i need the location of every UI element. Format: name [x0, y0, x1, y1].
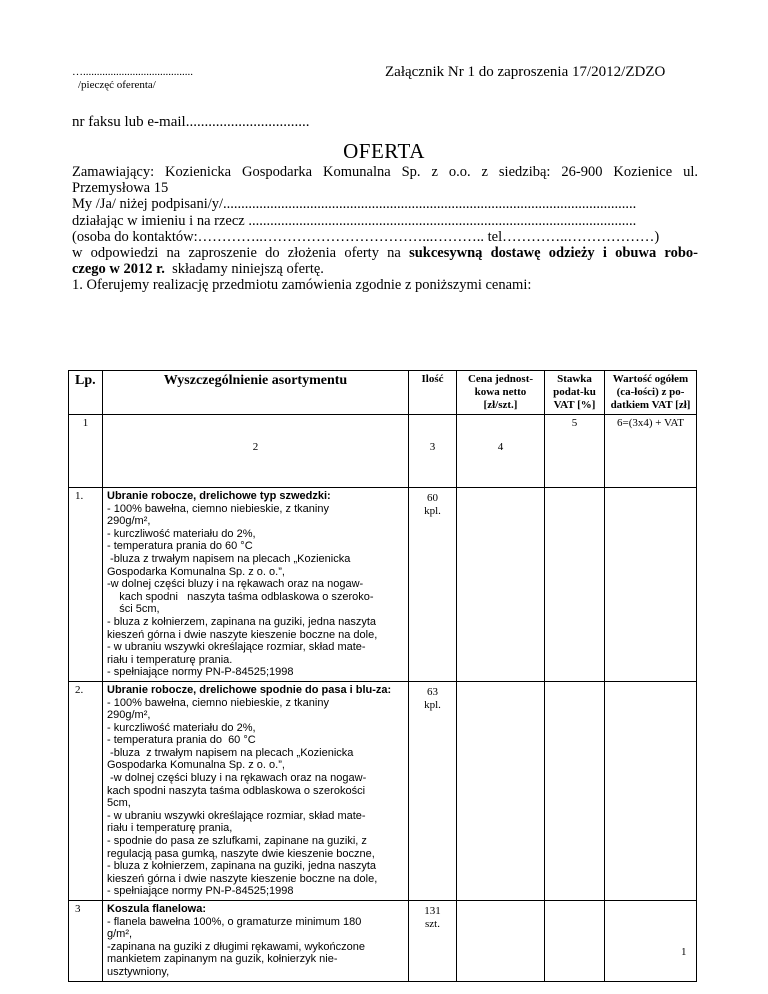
row-item-desc-line: -bluza z trwałym napisem na plecach „Kozienicka	[107, 552, 351, 565]
row-item-desc-line: - 100% bawełna, ciemno niebieskie, z tkaniny	[107, 502, 329, 515]
row-qty	[409, 681, 457, 900]
stamp-block	[72, 66, 193, 92]
table-row	[69, 681, 697, 900]
row-item-desc-line: kach spodni naszyta taśma odblaskowa o szeroko-	[107, 590, 374, 603]
row-item-desc	[107, 503, 404, 679]
header-unit-price: Cena jednost-kowa netto [zł/szt.]	[457, 371, 545, 415]
column-number: 3	[409, 415, 457, 488]
row-item-desc-line: - bluza z kołnierzem, zapinana na guziki, jedna naszyta	[107, 615, 377, 628]
row-item-desc-line: - w ubraniu wszywki określające rozmiar, skład mate-	[107, 809, 366, 822]
row-item-desc-line: Gospodarka Komunalna Sp. z o. o.”,	[107, 759, 285, 772]
intro-line-5: (osoba do kontaktów:…………..……………………………...……….. tel…………..………………)	[72, 228, 660, 245]
intro-line-6-bold: sukcesywną dostawę odzieży i obuwa robo-	[409, 245, 698, 262]
row-item-desc-line: kach spodni naszyta taśma odblaskowa o szerokości	[107, 784, 366, 797]
row-description	[103, 901, 409, 982]
intro-line-6	[72, 245, 698, 261]
row-item-desc-line: - flanela bawełna 100%, o gramaturze minimum 180	[107, 915, 362, 928]
intro-line-1: Zamawiający: Kozienicka Gospodarka Komunalna Sp. z o.o. z siedzibą: 26-900 Kozienice ul.	[72, 164, 698, 180]
table-row	[69, 488, 697, 682]
row-item-name: Koszula flanelowa:	[107, 903, 207, 915]
intro-line-6-plain: w odpowiedzi na zaproszenie do złożenia oferty na	[72, 245, 410, 262]
row-vat-cell[interactable]	[545, 488, 605, 682]
row-item-desc-line: - spełniające normy PN-P-84525;1998	[107, 666, 294, 679]
row-item-desc-line: 5cm,	[107, 797, 131, 810]
row-item-desc-line: - w ubraniu wszywki określające rozmiar, skład mate-	[107, 641, 366, 654]
row-item-desc-line: -w dolnej części bluzy i na rękawach oraz na nogaw-	[107, 772, 367, 785]
row-item-desc-line: g/m²,	[107, 928, 136, 941]
column-number-row	[69, 415, 697, 488]
row-qty	[409, 901, 457, 982]
row-item-desc-line: 290g/m²,	[107, 709, 151, 722]
row-qty	[409, 488, 457, 682]
row-item-desc-line: - kurczliwość materiału do 2%,	[107, 527, 256, 540]
intro-line-7-plain: składamy niniejszą ofertę.	[164, 261, 324, 278]
row-item-desc-line: - spodnie do pasa ze szlufkami, zapinane na guziki, z	[107, 835, 367, 848]
row-qty-unit: kpl.	[424, 698, 441, 711]
row-item-desc-line: ści 5cm,	[107, 603, 160, 616]
offer-table	[68, 370, 697, 982]
intro-line-2: Przemysłowa 15	[72, 180, 169, 197]
row-item-desc-line: kieszeń górna i dwie naszyte kieszenie boczne na dole,	[107, 872, 378, 885]
stamp-label: /pieczęć oferenta/	[78, 79, 156, 91]
row-vat-cell[interactable]	[545, 901, 605, 982]
row-item-desc	[107, 697, 404, 899]
header-total: Wartość ogółem (ca-łości) z po-datkiem VAT [zł]	[605, 371, 697, 415]
row-item-desc-line: usztywniony,	[107, 965, 170, 978]
header-vat-rate: Stawka podat-ku VAT [%]	[545, 371, 605, 415]
row-qty-value: 131	[424, 905, 441, 917]
row-item-desc-line: - 100% bawełna, ciemno niebieskie, z tkaniny	[107, 696, 329, 709]
row-item-desc-line: -bluza z trwałym napisem na plecach „Kozienicka	[107, 746, 354, 759]
intro-text	[72, 164, 698, 294]
intro-line-7	[72, 261, 698, 277]
page-number: 1	[681, 946, 687, 958]
row-item-desc-line: kieszeń górna i dwie naszyte kieszenie boczne na dole,	[107, 628, 378, 641]
row-qty-value: 60	[427, 492, 438, 504]
row-item-name: Ubranie robocze, drelichowe spodnie do pasa i blu-za:	[107, 683, 392, 696]
row-item-name: Ubranie robocze, drelichowe typ szwedzki:	[107, 490, 331, 502]
header-item: Wyszczególnienie asortymentu	[103, 371, 409, 415]
column-number: 6=(3x4) + VAT	[605, 415, 697, 488]
header-lp: Lp.	[69, 371, 103, 415]
row-lp: 1.	[69, 488, 103, 682]
row-item-desc-line: - kurczliwość materiału do 2%,	[107, 721, 256, 734]
row-unit-price-cell[interactable]	[457, 488, 545, 682]
row-item-desc-line: - spełniające normy PN-P-84525;1998	[107, 885, 294, 898]
row-lp: 2.	[69, 681, 103, 900]
row-item-desc-line: regulacją pasa gumką, naszyte dwie kieszenie boczne,	[107, 847, 375, 860]
row-item-desc-line: - temperatura prania do 60 °C	[107, 540, 253, 553]
column-number: 2	[103, 415, 409, 488]
row-qty-unit: szt.	[425, 917, 440, 930]
column-number: 5	[545, 415, 605, 488]
row-item-desc	[107, 916, 404, 979]
row-item-desc-line: 290g/m²,	[107, 515, 154, 528]
row-qty-unit: kpl.	[424, 504, 441, 517]
row-unit-price-cell[interactable]	[457, 681, 545, 900]
row-item-desc-line: Gospodarka Komunalna Sp. z o. o.”,	[107, 565, 285, 578]
intro-line-4: działając w imieniu i na rzecz ...........................................................................................................	[72, 212, 637, 229]
row-description	[103, 488, 409, 682]
intro-line-7-bold: czego w 2012 r.	[72, 261, 165, 278]
row-unit-price-cell[interactable]	[457, 901, 545, 982]
intro-line-3: My /Ja/ niżej podpisani/y/..................................................................................................................	[72, 196, 637, 213]
row-item-desc-line: -zapinana na guziki z długimi rękawami, wykończone	[107, 940, 366, 953]
table-header-row	[69, 371, 697, 415]
row-item-desc-line: - temperatura prania do 60 °C	[107, 734, 256, 747]
table-row	[69, 901, 697, 982]
row-total-cell[interactable]	[605, 681, 697, 900]
row-qty-value: 63	[427, 685, 438, 698]
row-vat-cell[interactable]	[545, 681, 605, 900]
column-number: 4	[457, 415, 545, 488]
fax-email-line: nr faksu lub e-mail.................................	[72, 114, 310, 130]
header-qty: Ilość	[409, 371, 457, 415]
row-total-cell[interactable]	[605, 901, 697, 982]
stamp-dots: …........................................	[72, 66, 193, 78]
row-item-desc-line: -w dolnej części bluzy i na rękawach oraz na nogaw-	[107, 578, 364, 591]
row-description	[103, 681, 409, 900]
row-total-cell[interactable]	[605, 488, 697, 682]
intro-line-8: 1. Oferujemy realizację przedmiotu zamówienia zgodnie z poniższymi cenami:	[72, 277, 532, 294]
column-number: 1	[69, 415, 103, 488]
row-item-desc-line: riału i temperaturę prania.	[107, 653, 233, 666]
attachment-label: Załącznik Nr 1 do zaproszenia 17/2012/ZDZO	[385, 64, 666, 80]
row-item-desc-line: mankietem zapinanym na guzik, kołnierzyk nie-	[107, 953, 338, 966]
row-item-desc-line: riału i temperaturę prania,	[107, 822, 233, 835]
row-item-desc-line: - bluza z kołnierzem, zapinana na guziki, jedna naszyta	[107, 860, 377, 873]
document-title: OFERTA	[343, 139, 425, 163]
row-lp: 3	[69, 901, 103, 982]
